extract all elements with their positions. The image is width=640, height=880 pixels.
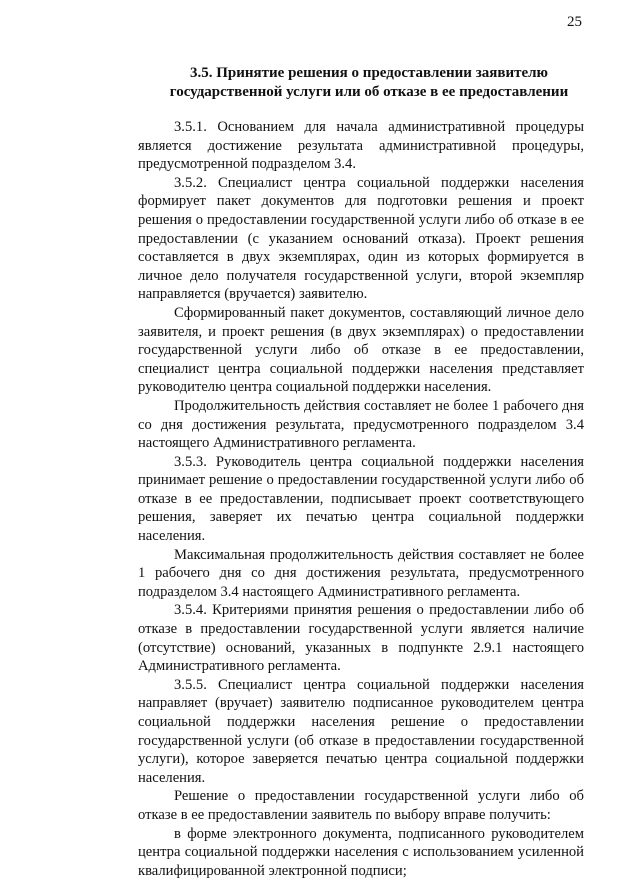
paragraph-package: Сформированный пакет документов, составляющий личное дело заявителя, и проект решения (в двух экземплярах) о предоставлении государственной услуги либо об отказе в ее предоставлении, специалист центра социальной поддержки населения представляет руководителю центра социальной поддержки населения. <box>138 304 584 396</box>
document-body <box>138 118 584 880</box>
paragraph-3-5-5: 3.5.5. Специалист центра социальной поддержки населения направляет (вручает) заявителю подписанное руководителем центра социальной поддержки населения решение о предоставлении государственной услуги (об отказе в предоставлении государственной услуги), которое заверяется печатью центра социальной поддержки населения. <box>138 676 584 786</box>
paragraph-decision-receipt: Решение о предоставлении государственной услуги либо об отказе в ее предоставлении заявитель по выбору вправе получить: <box>138 788 584 823</box>
section-heading: 3.5. Принятие решения о предоставлении заявителю государственной услуги или об отказе в ее предоставлении <box>169 65 569 100</box>
page-number: 25 <box>567 14 582 30</box>
paragraph-3-5-3: 3.5.3. Руководитель центра социальной поддержки населения принимает решение о предоставлении государственной услуги либо об отказе в ее предоставлении, подписывает проект соответствующего решения, заверяет их печатью центра социальной поддержки населения. <box>138 453 584 545</box>
paragraph-3-5-2: 3.5.2. Специалист центра социальной поддержки населения формирует пакет документов для подготовки решения и проект решения о предоставлении государственной услуги либо об отказе в ее предоставлении (с указанием оснований отказа). Проект решения составляется в двух экземплярах, один из которых формируется в личное дело получателя государственной услуги, второй экземпляр направляется (вручается) заявителю. <box>138 174 584 303</box>
paragraph-duration: Продолжительность действия составляет не более 1 рабочего дня со дня достижения результата, предусмотренного подразделом 3.4 настоящего Административного регламента. <box>138 397 584 452</box>
paragraph-electronic-form: в форме электронного документа, подписанного руководителем центра социальной поддержки населения с использованием усиленной квалифицированной электронной подписи; <box>138 825 584 879</box>
paragraph-max-duration: Максимальная продолжительность действия составляет не более 1 рабочего дня со дня достижения результата, предусмотренного подразделом 3.4 настоящего Административного регламента. <box>138 546 584 600</box>
paragraph-3-5-1: 3.5.1. Основанием для начала административной процедуры является достижение результата административной процедуры, предусмотренной подразделом 3.4. <box>138 119 584 173</box>
paragraph-3-5-4: 3.5.4. Критериями принятия решения о предоставлении либо об отказе в предоставлении государственной услуги является наличие (отсутствие) оснований, указанных в подпункте 2.9.1 настоящего Административного регламента. <box>138 602 584 675</box>
